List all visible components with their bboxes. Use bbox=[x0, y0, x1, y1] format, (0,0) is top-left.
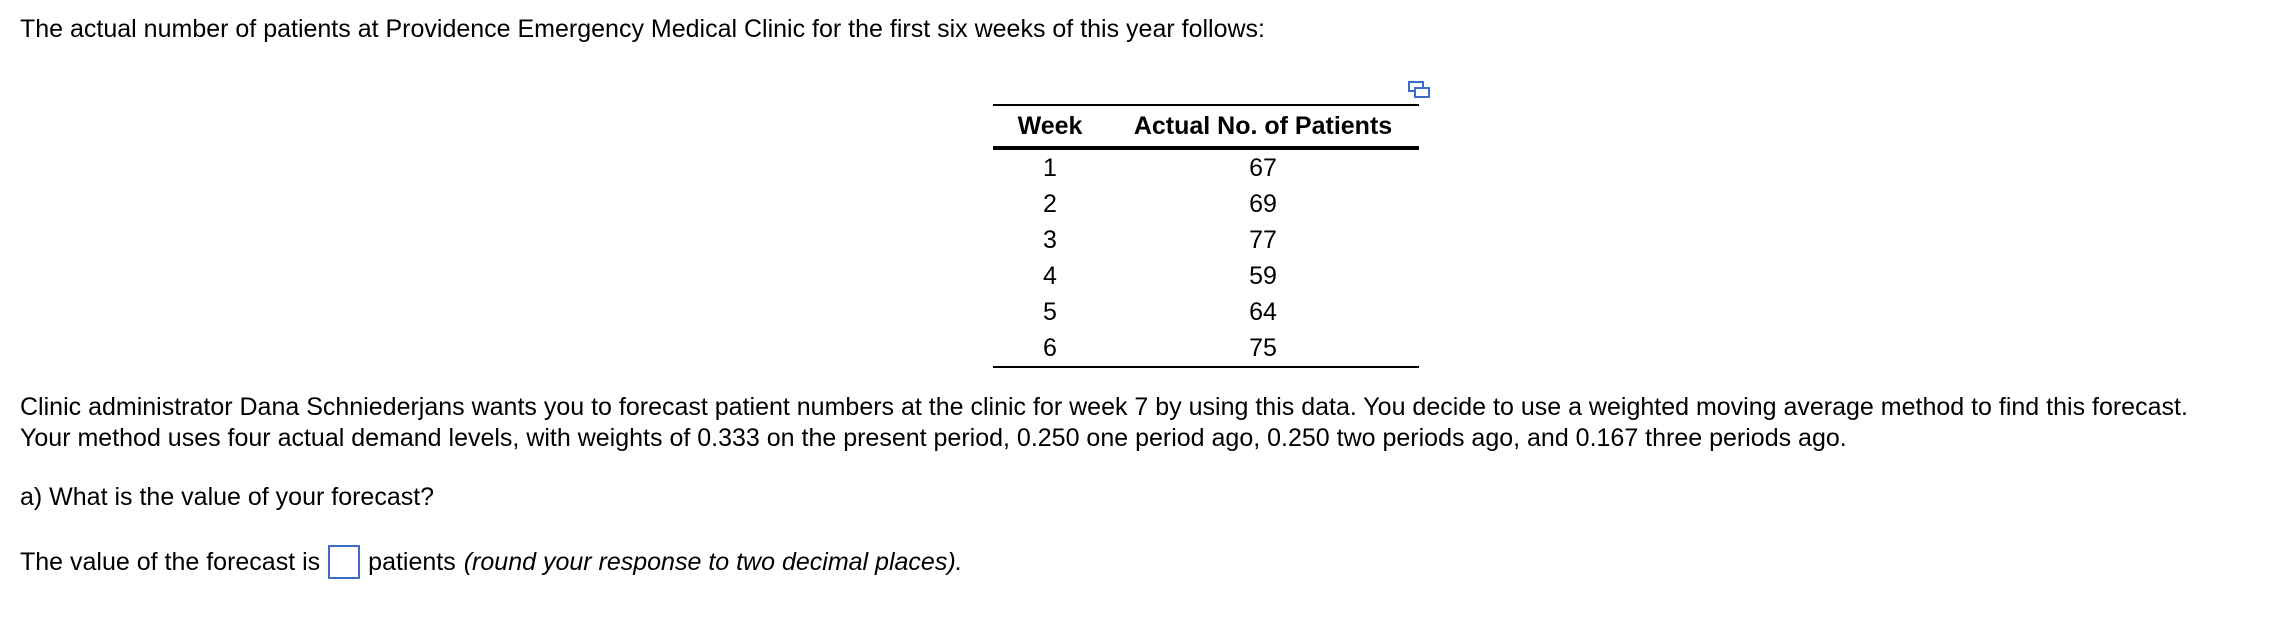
header-week: Week bbox=[993, 105, 1107, 148]
table-row bbox=[993, 148, 1419, 186]
table-row bbox=[993, 222, 1419, 258]
cell-week: 3 bbox=[1043, 226, 1057, 254]
cell-patients: 67 bbox=[1249, 154, 1277, 182]
table-row bbox=[993, 294, 1419, 330]
answer-instruction: (round your response to two decimal places). bbox=[463, 548, 963, 576]
cell-patients: 69 bbox=[1249, 190, 1277, 218]
intro-text: The actual number of patients at Providence Emergency Medical Clinic for the first six weeks of this year follows: bbox=[20, 15, 1265, 43]
question-a: a) What is the value of your forecast? bbox=[20, 483, 435, 511]
answer-unit: patients bbox=[368, 548, 456, 576]
cell-week: 1 bbox=[1043, 154, 1057, 182]
forecast-answer-input[interactable] bbox=[328, 545, 360, 579]
cell-week: 2 bbox=[1043, 190, 1057, 218]
table-row bbox=[993, 186, 1419, 222]
patients-table bbox=[993, 104, 1419, 368]
table-header-row bbox=[993, 105, 1419, 148]
cell-week: 6 bbox=[993, 330, 1107, 367]
cell-patients: 59 bbox=[1249, 262, 1277, 290]
table-row bbox=[993, 258, 1419, 294]
cell-patients: 64 bbox=[1249, 298, 1277, 326]
description-line-1: Clinic administrator Dana Schniederjans wants you to forecast patient numbers at the clinic for week 7 by using this data. You decide to use a weighted moving average method to find this forecast. bbox=[20, 393, 2188, 421]
cell-week: 5 bbox=[1043, 298, 1057, 326]
data-table-container bbox=[993, 104, 1419, 368]
header-patients: Actual No. of Patients bbox=[1107, 105, 1419, 148]
table-row bbox=[993, 330, 1419, 367]
cell-patients: 77 bbox=[1249, 226, 1277, 254]
answer-prefix: The value of the forecast is bbox=[20, 548, 321, 576]
description-line-2: Your method uses four actual demand levels, with weights of 0.333 on the present period, 0.250 one period ago, 0.250 two periods ago, and 0.167 three periods ago. bbox=[20, 424, 1847, 452]
answer-row bbox=[20, 545, 963, 579]
cell-week: 4 bbox=[1043, 262, 1057, 290]
cell-patients: 75 bbox=[1107, 330, 1419, 367]
copy-table-icon[interactable] bbox=[1407, 80, 1431, 100]
